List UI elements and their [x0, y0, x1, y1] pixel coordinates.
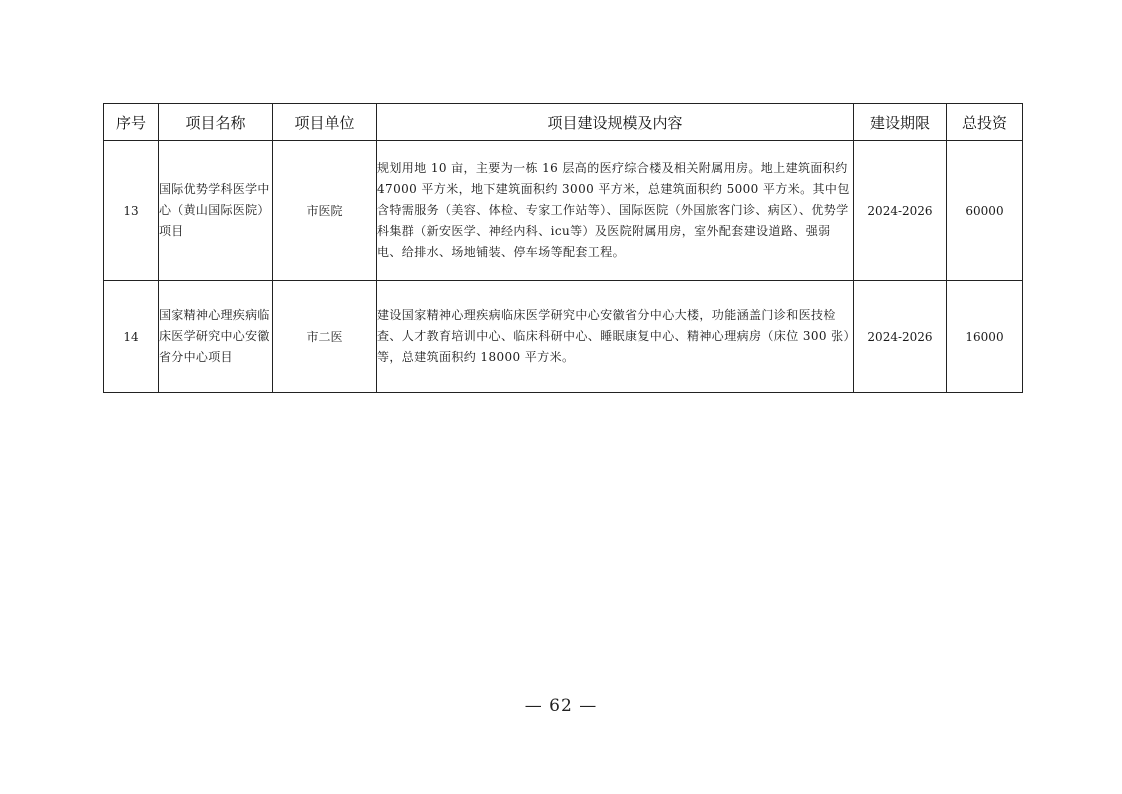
row-project-unit: 市二医	[273, 281, 377, 393]
row-total-investment: 60000	[947, 141, 1023, 281]
row-project-content: 规划用地 10 亩，主要为一栋 16 层高的医疗综合楼及相关附属用房。地上建筑面积约 47000 平方米，地下建筑面积约 3000 平方米，总建筑面积约 5000 平方米。其中包含特需服务（美容、体检、专家工作站等）、国际医院（外国旅客门诊、病区）、优势学科集群（新安医学、神经内科、icu等）及医院附属用房，室外配套建设道路、强弱电、给排水、场地铺装、停车场等配套工程。	[377, 141, 854, 281]
header-project-unit: 项目单位	[273, 104, 377, 141]
row-number: 13	[104, 141, 159, 281]
header-project-name: 项目名称	[159, 104, 273, 141]
header-project-content: 项目建设规模及内容	[377, 104, 854, 141]
table-row	[104, 141, 1023, 281]
row-construction-period: 2024-2026	[854, 281, 947, 393]
project-table	[103, 103, 1023, 393]
header-number: 序号	[104, 104, 159, 141]
row-total-investment: 16000	[947, 281, 1023, 393]
row-project-content: 建设国家精神心理疾病临床医学研究中心安徽省分中心大楼，功能涵盖门诊和医技检查、人才教育培训中心、临床科研中心、睡眠康复中心、精神心理病房（床位 300 张）等，总建筑面积约 18000 平方米。	[377, 281, 854, 393]
table-header-row	[104, 104, 1023, 141]
row-number: 14	[104, 281, 159, 393]
row-project-unit: 市医院	[273, 141, 377, 281]
row-project-name: 国际优势学科医学中心（黄山国际医院）项目	[159, 141, 273, 281]
table-row	[104, 281, 1023, 393]
row-construction-period: 2024-2026	[854, 141, 947, 281]
header-total-investment: 总投资	[947, 104, 1023, 141]
row-project-name: 国家精神心理疾病临床医学研究中心安徽省分中心项目	[159, 281, 273, 393]
page-number: — 62 —	[524, 696, 598, 716]
header-construction-period: 建设期限	[854, 104, 947, 141]
